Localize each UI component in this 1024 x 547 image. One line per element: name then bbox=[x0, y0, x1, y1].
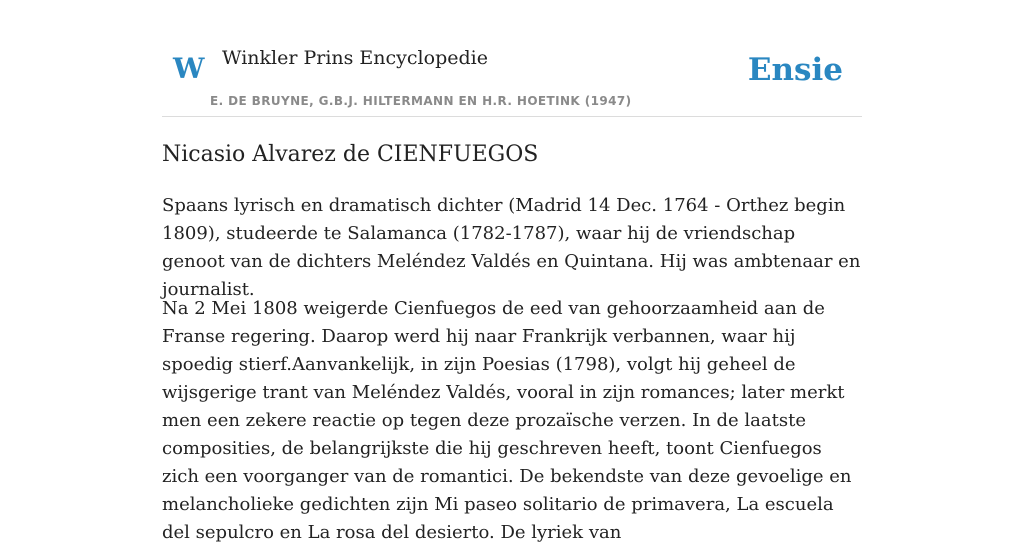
header bbox=[162, 0, 862, 117]
w-logo-icon: W bbox=[173, 52, 205, 85]
article-paragraph-1: Spaans lyrisch en dramatisch dichter (Madrid 14 Dec. 1764 - Orthez begin 1809), studeerde te Salamanca (1782-1787), waar hij de vriendschap genoot van de dichters Meléndez Valdés en Quintana. Hij was ambtenaar en journalist. bbox=[162, 195, 861, 300]
article-paragraph-2: Na 2 Mei 1808 weigerde Cienfuegos de eed van gehoorzaamheid aan de Franse regering. Daarop werd hij naar Frankrijk verbannen, waar hij spoedig stierf.Aanvankelijk, in zijn Poesias (1798), volgt hij geheel de wijsgerige trant van Meléndez Valdés, vooral in zijn romances; later merkt men een zekere reactie op tegen deze prozaïsche verzen. In de laatste composities, de belangrijkste die hij geschreven heeft, toont Cienfuegos zich een voorganger van de romantici. De bekendste van deze gevoelige en melancholieke gedichten zijn Mi paseo solitario de primavera, La escuela del sepulcro en La rosa del desierto. De lyriek van bbox=[162, 298, 852, 543]
source-title[interactable]: Winkler Prins Encyclopedie bbox=[222, 47, 488, 69]
source-authors: E. DE BRUYNE, G.B.J. HILTERMANN EN H.R. HOETINK (1947) bbox=[210, 94, 632, 108]
article-title: Nicasio Alvarez de CIENFUEGOS bbox=[162, 142, 539, 167]
ensie-logo-link[interactable]: Ensie bbox=[747, 52, 843, 88]
